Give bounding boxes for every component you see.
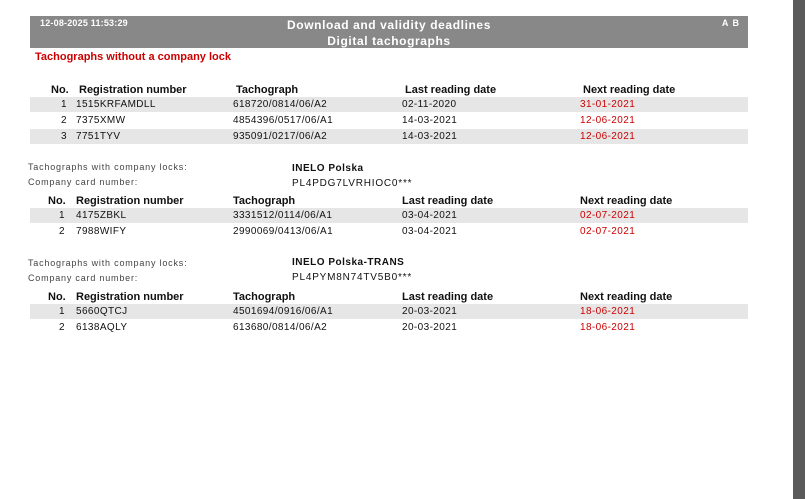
row-last-reading: 03-04-2021 — [402, 226, 458, 237]
company-lock-label: Tachographs with company locks: — [28, 258, 188, 268]
col-header-tachograph: Tachograph — [233, 195, 296, 207]
section-heading-without-lock: Tachographs without a company lock — [35, 51, 231, 63]
report-subtitle: Digital tachographs — [327, 34, 451, 48]
row-next-reading: 12-06-2021 — [580, 115, 636, 126]
header-corner-mark: A B — [721, 18, 740, 28]
row-tachograph: 613680/0814/06/A2 — [233, 322, 328, 333]
col-header-last-reading: Last reading date — [402, 195, 494, 207]
row-next-reading: 31-01-2021 — [580, 99, 636, 110]
row-registration: 4175ZBKL — [76, 210, 127, 221]
col-header-no: No. — [51, 84, 69, 96]
row-no: 1 — [59, 210, 65, 221]
company-card-label: Company card number: — [28, 177, 139, 187]
table-row — [30, 129, 748, 144]
row-next-reading: 18-06-2021 — [580, 322, 636, 333]
company-name: INELO Polska-TRANS — [292, 257, 405, 268]
row-registration: 7988WIFY — [76, 226, 127, 237]
row-last-reading: 20-03-2021 — [402, 306, 458, 317]
col-header-registration: Registration number — [76, 291, 184, 303]
table-row — [30, 208, 748, 223]
row-next-reading: 02-07-2021 — [580, 210, 636, 221]
report-header — [30, 16, 748, 48]
table-row — [30, 97, 748, 112]
row-tachograph: 3331512/0114/06/A1 — [233, 210, 333, 221]
col-header-last-reading: Last reading date — [402, 291, 494, 303]
col-header-last-reading: Last reading date — [405, 84, 497, 96]
company-card-number: PL4PDG7LVRHIOC0*** — [292, 178, 413, 189]
col-header-tachograph: Tachograph — [233, 291, 296, 303]
report-title: Download and validity deadlines — [287, 18, 491, 32]
table-row — [30, 224, 748, 239]
table-row — [30, 320, 748, 335]
row-tachograph: 618720/0814/06/A2 — [233, 99, 328, 110]
row-registration: 7751TYV — [76, 131, 121, 142]
row-registration: 6138AQLY — [76, 322, 128, 333]
row-tachograph: 935091/0217/06/A2 — [233, 131, 328, 142]
company-name: INELO Polska — [292, 163, 364, 174]
report-datetime: 12-08-2025 11:53:29 — [40, 18, 128, 28]
row-no: 3 — [61, 131, 67, 142]
company-lock-label: Tachographs with company locks: — [28, 162, 188, 172]
row-no: 2 — [59, 322, 65, 333]
company-card-number: PL4PYM8N74TV5B0*** — [292, 272, 413, 283]
col-header-registration: Registration number — [76, 195, 184, 207]
col-header-tachograph: Tachograph — [236, 84, 299, 96]
row-last-reading: 20-03-2021 — [402, 322, 458, 333]
row-tachograph: 4501694/0916/06/A1 — [233, 306, 334, 317]
col-header-next-reading: Next reading date — [580, 291, 673, 303]
company-card-label: Company card number: — [28, 273, 139, 283]
row-no: 1 — [61, 99, 67, 110]
row-last-reading: 14-03-2021 — [402, 131, 458, 142]
vertical-scrollbar[interactable] — [793, 0, 805, 499]
row-next-reading: 02-07-2021 — [580, 226, 636, 237]
row-next-reading: 18-06-2021 — [580, 306, 636, 317]
col-header-next-reading: Next reading date — [580, 195, 673, 207]
row-next-reading: 12-06-2021 — [580, 131, 636, 142]
row-registration: 1515KRFAMDLL — [76, 99, 156, 110]
col-header-no: No. — [48, 291, 66, 303]
row-registration: 7375XMW — [76, 115, 126, 126]
row-last-reading: 14-03-2021 — [402, 115, 458, 126]
row-tachograph: 2990069/0413/06/A1 — [233, 226, 334, 237]
row-last-reading: 03-04-2021 — [402, 210, 458, 221]
col-header-registration: Registration number — [79, 84, 187, 96]
row-last-reading: 02-11-2020 — [402, 99, 457, 110]
col-header-next-reading: Next reading date — [583, 84, 676, 96]
row-registration: 5660QTCJ — [76, 306, 128, 317]
table-row — [30, 304, 748, 319]
row-tachograph: 4854396/0517/06/A1 — [233, 115, 334, 126]
row-no: 2 — [59, 226, 65, 237]
row-no: 2 — [61, 115, 67, 126]
row-no: 1 — [59, 306, 65, 317]
table-row — [30, 113, 748, 128]
col-header-no: No. — [48, 195, 66, 207]
